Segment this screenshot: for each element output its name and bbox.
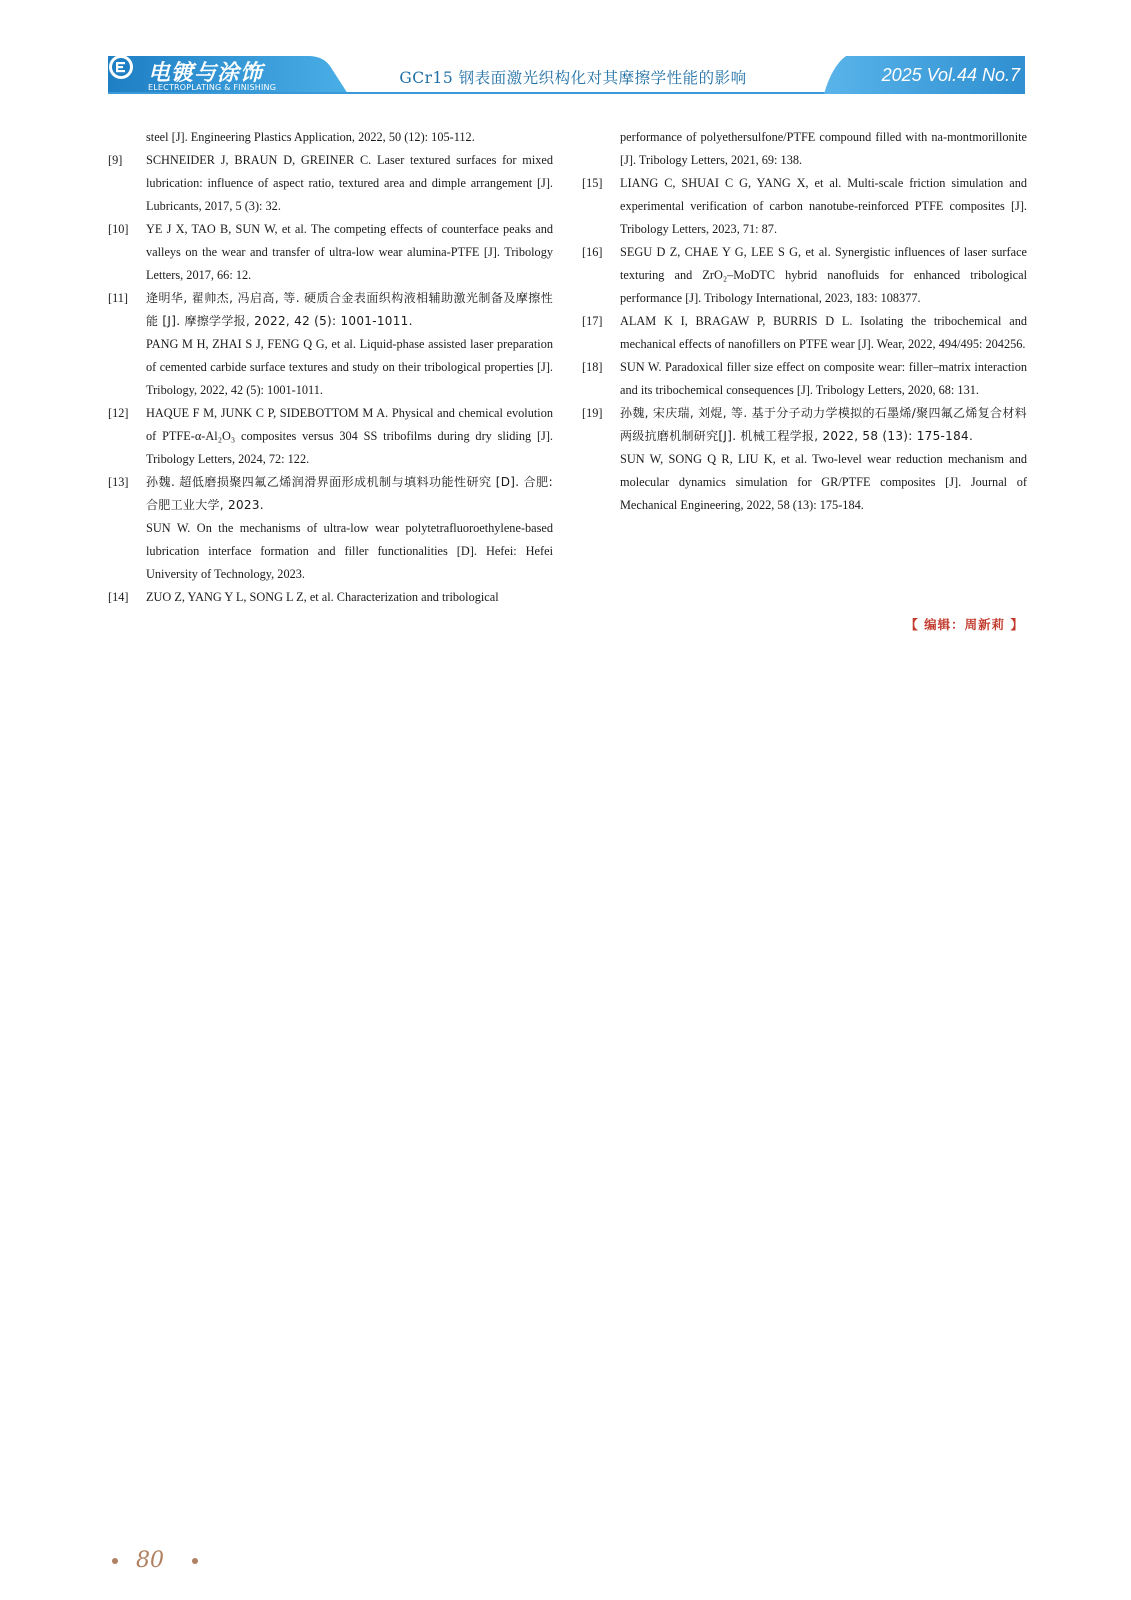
reference-text-en: PANG M H, ZHAI S J, FENG Q G, et al. Liquid-phase assisted laser preparation of cemented carbide surface textures and study on their tribological properties [J]. Tribology, 2022, 42 (5): 1001-1011. (146, 337, 553, 397)
reference-number: [18] (582, 360, 603, 374)
reference-number: [17] (582, 314, 603, 328)
reference-number: [16] (582, 245, 603, 259)
reference-number: [13] (108, 475, 129, 489)
reference-item (582, 356, 1027, 402)
reference-text: SCHNEIDER J, BRAUN D, GREINER C. Laser textured surfaces for mixed lubrication: influence of aspect ratio, textured area and dimple arrangement [J]. Lubricants, 2017, 5 (3): 32. (146, 153, 553, 213)
reference-text-en: SUN W, SONG Q R, LIU K, et al. Two-level wear reduction mechanism and molecular dynamics simulation for GR/PTFE composites [J]. Journal of Mechanical Engineering, 2022, 58 (13): 175-184. (620, 452, 1027, 512)
reference-item (108, 149, 553, 218)
reference-item (108, 471, 553, 586)
reference-item (108, 586, 553, 609)
reference-number: [14] (108, 590, 129, 604)
reference-number: [12] (108, 406, 129, 420)
reference-item (582, 310, 1027, 356)
reference-text-cn: 逄明华, 翟帅杰, 冯启高, 等. 硬质合金表面织构液相辅助激光制备及摩擦性能 [J]. 摩擦学学报, 2022, 42 (5): 1001-1011. (146, 291, 553, 328)
reference-text: SUN W. Paradoxical filler size effect on composite wear: filler–matrix interaction and its tribochemical consequences [J]. Tribology Letters, 2020, 68: 131. (620, 360, 1027, 397)
reference-continuation: performance of polyethersulfone/PTFE compound filled with na-montmorillonite [J]. Tribology Letters, 2021, 69: 138. (620, 130, 1027, 167)
reference-item (582, 172, 1027, 241)
issue-info: 2025 Vol.44 No.7 (881, 65, 1020, 85)
page-header (108, 54, 1025, 96)
reference-text: HAQUE F M, JUNK C P, SIDEBOTTOM M A. Physical and chemical evolution of PTFE-α-Al₂O₃ composites versus 304 SS tribofilms during dry sliding [J]. Tribology Letters, 2024, 72: 122. (146, 406, 553, 466)
reference-number: [9] (108, 153, 123, 167)
reference-text-cn: 孙魏, 宋庆瑞, 刘焜, 等. 基于分子动力学模拟的石墨烯/聚四氟乙烯复合材料两级抗磨机制研究[J]. 机械工程学报, 2022, 58 (13): 175-184. (620, 406, 1027, 443)
reference-text: YE J X, TAO B, SUN W, et al. The competing effects of counterface peaks and valleys on the wear and transfer of ultra-low wear alumina-PTFE [J]. Tribology Letters, 2017, 66: 12. (146, 222, 553, 282)
reference-number: [19] (582, 406, 603, 420)
journal-logo-cn: 电镀与涂饰 (148, 61, 264, 86)
reference-text-cn: 孙魏. 超低磨损聚四氟乙烯润滑界面形成机制与填料功能性研究 [D]. 合肥: 合肥工业大学, 2023. (146, 475, 553, 512)
reference-text: ZUO Z, YANG Y L, SONG L Z, et al. Characterization and tribological (146, 590, 499, 604)
journal-logo-icon (108, 54, 134, 80)
reference-number: [15] (582, 176, 603, 190)
page-number: 80 (136, 1548, 164, 1573)
reference-number: [11] (108, 291, 129, 305)
journal-logo-en: ELECTROPLATING & FINISHING (148, 83, 277, 92)
running-title: GCr15 钢表面激光织构化对其摩擦学性能的影响 (399, 69, 747, 87)
editor-credit: 【 编辑：周新莉 】 (905, 617, 1024, 632)
reference-item (582, 402, 1027, 517)
reference-text: ALAM K I, BRAGAW P, BURRIS D L. Isolating the tribochemical and mechanical effects of nanofillers on PTFE wear [J]. Wear, 2022, 494/495: 204256. (620, 314, 1027, 351)
references-right-column (582, 126, 1027, 517)
reference-text-en: SUN W. On the mechanisms of ultra-low wear polytetrafluoroethylene-based lubrication interface formation and filler functionalities [D]. Hefei: Hefei University of Technology, 2023. (146, 521, 553, 581)
reference-item (108, 287, 553, 402)
reference-text: LIANG C, SHUAI C G, YANG X, et al. Multi-scale friction simulation and experimental verification of carbon nanotube-reinforced PTFE composites [J]. Tribology Letters, 2023, 71: 87. (620, 176, 1027, 236)
reference-item (108, 402, 553, 471)
references-left-column (108, 126, 553, 609)
reference-number: [10] (108, 222, 129, 236)
page-number-footer (108, 1548, 228, 1578)
reference-text: SEGU D Z, CHAE Y G, LEE S G, et al. Synergistic influences of laser surface texturing and ZrO₂–MoDTC hybrid nanofluids for enhanced tribological performance [J]. Tribology International, 2023, 183: 108377. (620, 245, 1027, 305)
reference-item (108, 218, 553, 287)
footer-dot-left (112, 1558, 118, 1564)
footer-dot-right (192, 1558, 198, 1564)
reference-item (582, 241, 1027, 310)
reference-continuation: steel [J]. Engineering Plastics Application, 2022, 50 (12): 105-112. (146, 130, 475, 144)
